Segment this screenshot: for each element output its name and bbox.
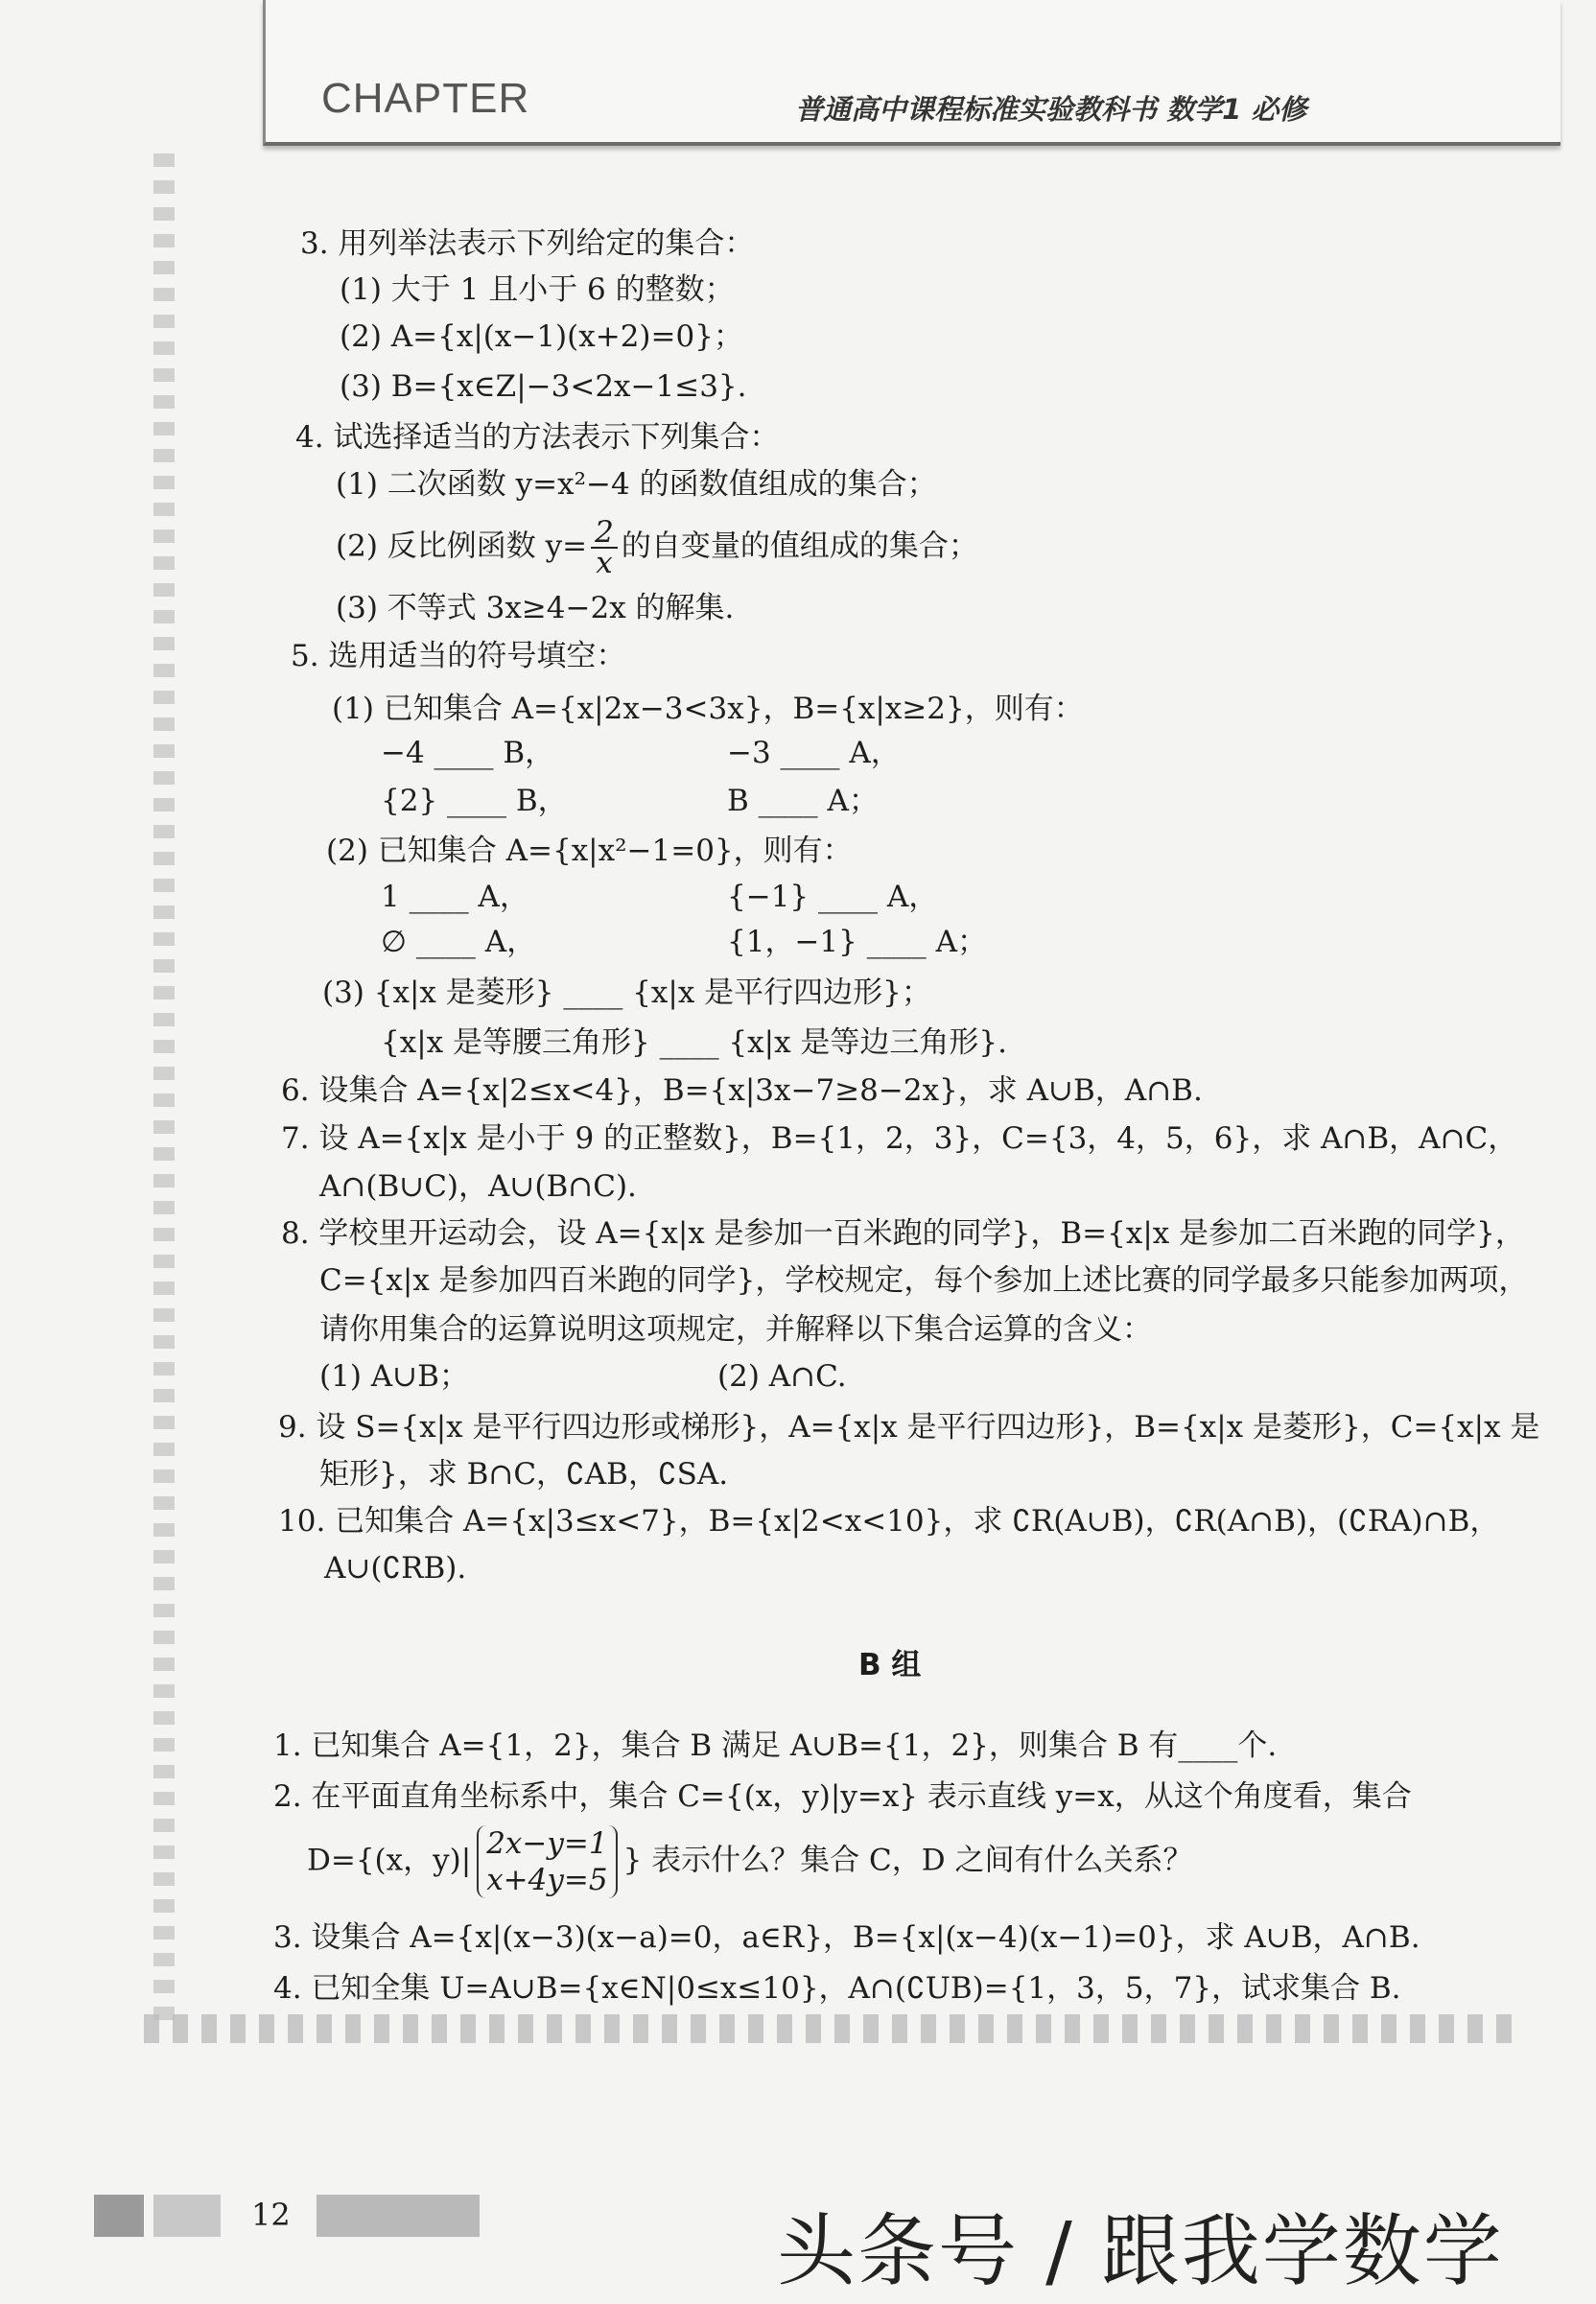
b-exercise-2-set-d (307, 1825, 1192, 1898)
b-exercise-2: 2. 在平面直角坐标系中，集合 C={(x，y)|y=x} 表示直线 y=x，从这个角度看，集合 (273, 1779, 1412, 1814)
set-d-suffix: } 表示什么？集合 C，D 之间有什么关系？ (622, 1843, 1193, 1878)
decorative-block (317, 2195, 480, 2237)
exercise-3-1: (1) 大于 1 且小于 6 的整数； (340, 272, 735, 307)
exercise-5-1: (1) 已知集合 A={x|2x−3<3x}，B={x|x≥2}，则有： (332, 692, 1084, 726)
group-b-title: B 组 (858, 1648, 922, 1682)
exercise-3: 3. 用列举法表示下列给定的集合： (300, 226, 755, 261)
blank-item: {2} ____ B， (381, 784, 568, 818)
exercise-6: 6. 设集合 A={x|2≤x<4}，B={x|3x−7≥8−2x}，求 A∪B，A∩B. (281, 1073, 1203, 1108)
b-exercise-3: 3. 设集合 A={x|(x−3)(x−a)=0，a∈R}，B={x|(x−4)(x−1)=0}，求 A∪B，A∩B. (273, 1920, 1420, 1955)
exercise-4: 4. 试选择适当的方法表示下列集合： (295, 420, 780, 455)
exercise-5-3-b: {x|x 是等腰三角形} ____ {x|x 是等边三角形}. (381, 1025, 1007, 1060)
b-exercise-1: 1. 已知集合 A={1，2}，集合 B 满足 A∪B={1，2}，则集合 B 有____个. (273, 1728, 1278, 1763)
blank-item: {1，−1} ____ A； (727, 925, 987, 959)
exercise-3-2: (2) A={x|(x−1)(x+2)=0}； (340, 319, 743, 354)
exercise-4-2-prefix: (2) 反比例函数 y= (336, 529, 588, 564)
exercise-8-cont: C={x|x 是参加四百米跑的同学}，学校规定，每个参加上述比赛的同学最多只能参加两项， (319, 1263, 1529, 1298)
exercise-4-2 (336, 515, 978, 580)
blank-item: B ____ A； (727, 784, 879, 818)
exercise-10-cont: A∪(∁RB). (324, 1551, 467, 1586)
exercise-7-cont: A∩(B∪C)，A∪(B∩C). (319, 1169, 637, 1204)
set-d-prefix: D={(x，y)| (307, 1843, 472, 1878)
exercise-4-2-suffix: 的自变量的值组成的集合； (621, 529, 978, 564)
equation-2: x+4y=5 (486, 1863, 608, 1897)
book-title: 普通高中课程标准实验教科书 数学1 必修 (795, 93, 1307, 126)
exercise-8: 8. 学校里开运动会，设 A={x|x 是参加一百米跑的同学}，B={x|x 是参加二百米跑的同学}， (281, 1216, 1525, 1251)
exercise-5: 5. 选用适当的符号填空： (291, 639, 626, 673)
exercise-3-3: (3) B={x∈Z|−3<2x−1≤3}. (340, 369, 747, 404)
fraction (591, 515, 618, 580)
equation-1: 2x−y=1 (486, 1826, 608, 1861)
equation-system (477, 1825, 617, 1898)
exercise-9: 9. 设 S={x|x 是平行四边形或梯形}，A={x|x 是平行四边形}，B={x|x 是菱形}，C={x|x 是 (278, 1410, 1540, 1445)
decorative-block (94, 2195, 144, 2237)
exercise-8-2: (2) A∩C. (717, 1359, 847, 1394)
blank-item: ∅ ____ A， (381, 925, 537, 959)
exercise-4-3: (3) 不等式 3x≥4−2x 的解集. (336, 591, 735, 625)
decorative-bottom-border (144, 2014, 1515, 2043)
blank-item: −3 ____ A， (727, 736, 901, 770)
watermark: 头条号 / 跟我学数学 (777, 2206, 1504, 2297)
exercise-5-2: (2) 已知集合 A={x|x²−1=0}，则有： (326, 834, 853, 868)
exercise-8-cont: 请你用集合的运算说明这项规定，并解释以下集合运算的含义： (319, 1312, 1152, 1347)
blank-item: 1 ____ A， (381, 880, 529, 914)
exercise-7: 7. 设 A={x|x 是小于 9 的正整数}，B={1，2，3}，C={3，4，5，6}，求 A∩B，A∩C， (281, 1121, 1518, 1156)
exercise-10: 10. 已知集合 A={x|3≤x<7}，B={x|2<x<10}，求 ∁R(A∪B)，∁R(A∩B)，(∁RA)∩B， (278, 1504, 1500, 1539)
b-exercise-4: 4. 已知全集 U=A∪B={x∈N|0≤x≤10}，A∩(∁UB)={1，3，5，7}，试求集合 B. (273, 1971, 1401, 2006)
fraction-numerator: 2 (591, 518, 618, 549)
page-header (263, 0, 1561, 146)
blank-item: {−1} ____ A， (727, 880, 939, 914)
decorative-block (153, 2195, 221, 2237)
page-number: 12 (251, 2197, 291, 2233)
blank-item: −4 ____ B， (381, 736, 555, 770)
exercise-5-3: (3) {x|x 是菱形} ____ {x|x 是平行四边形}； (322, 976, 931, 1010)
exercise-9-cont: 矩形}，求 B∩C，∁AB，∁SA. (319, 1457, 729, 1492)
chapter-label: CHAPTER (321, 75, 530, 122)
fraction-denominator: x (596, 546, 613, 580)
decorative-side-border (153, 153, 175, 2034)
exercise-8-1: (1) A∪B； (319, 1359, 469, 1394)
exercise-4-1: (1) 二次函数 y=x²−4 的函数值组成的集合； (336, 467, 937, 502)
